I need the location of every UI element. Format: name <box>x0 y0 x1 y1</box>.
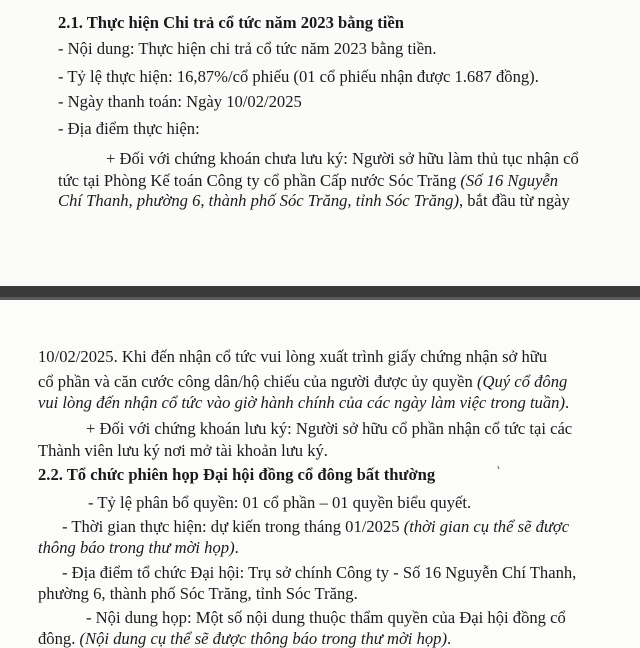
item-place-line1: - Địa điểm tổ chức Đại hội: Trụ sở chính Công ty - Số 16 Nguyễn Chí Thanh, <box>62 563 577 582</box>
text-normal: . <box>447 629 452 648</box>
section-heading-2-2: 2.2. Tổ chức phiên họp Đại hội đồng cổ đông bất thường <box>38 465 436 484</box>
para-unregistered-line2 <box>58 170 558 192</box>
item-vote-ratio: - Tỷ lệ phân bổ quyền: 01 cổ phần – 01 quyền biểu quyết. <box>88 493 472 512</box>
text-italic: (Số 16 Nguyễn <box>460 171 559 190</box>
text-italic: (thời gian cụ thể sẽ được <box>403 517 570 536</box>
document-page-bottom <box>0 300 640 648</box>
text-italic: Chí Thanh, phường 6, thành phố Sóc Trăng, tỉnh Sóc Trăng) <box>58 191 459 210</box>
para-registered-line2: Thành viên lưu ký nơi mở tài khoản lưu ký. <box>38 441 328 460</box>
item-content: - Nội dung: Thực hiện chi trả cổ tức năm 2023 bằng tiền. <box>58 39 437 58</box>
item-time-line2 <box>38 537 239 559</box>
text-normal: - Thời gian thực hiện: dự kiến trong tháng 01/2025 <box>62 517 404 536</box>
text-normal: đông. <box>38 629 80 648</box>
item-location: - Địa điểm thực hiện: <box>58 119 200 138</box>
section-heading-2-1: 2.1. Thực hiện Chi trả cổ tức năm 2023 bằng tiền <box>58 13 404 32</box>
text-italic: (Nội dung cụ thể sẽ được thông báo trong thư mời họp) <box>79 629 447 648</box>
item-ratio: - Tỷ lệ thực hiện: 16,87%/cổ phiếu (01 cổ phiếu nhận được 1.687 đồng). <box>58 67 539 86</box>
item-content-line1: - Nội dung họp: Một số nội dung thuộc thẩm quyền của Đại hội đồng cổ <box>86 608 566 627</box>
text-normal: cổ phần và căn cước công dân/hộ chiếu của người được ủy quyền <box>38 372 477 391</box>
item-place-line2: phường 6, thành phố Sóc Trăng, tỉnh Sóc Trăng. <box>38 584 358 603</box>
para-unregistered-line1: + Đối với chứng khoán chưa lưu ký: Người sở hữu làm thủ tục nhận cổ <box>106 149 579 168</box>
text-normal: , bắt đầu từ ngày <box>458 191 570 210</box>
item-time-line1 <box>62 516 569 538</box>
text-normal: tức tại Phòng Kế toán Công ty cổ phần Cấp nước Sóc Trăng <box>58 171 461 190</box>
para-unregistered-line3 <box>58 190 570 212</box>
item-content-line2 <box>38 628 451 648</box>
document-page-top <box>0 0 640 286</box>
text-italic: vui lòng đến nhận cổ tức vào giờ hành chính của các ngày làm việc trong tuần) <box>38 393 565 412</box>
text-normal: . <box>234 538 239 557</box>
text-italic: (Quý cổ đông <box>476 372 568 391</box>
stray-mark: ‘ <box>495 461 504 478</box>
text-italic: thông báo trong thư mời họp) <box>38 538 235 557</box>
continuation-line2 <box>38 371 567 393</box>
continuation-line3 <box>38 392 569 414</box>
para-registered-line1: + Đối với chứng khoán lưu ký: Người sở hữu cổ phần nhận cổ tức tại các <box>86 419 573 438</box>
item-payment-date: - Ngày thanh toán: Ngày 10/02/2025 <box>58 92 302 111</box>
text-normal: . <box>564 393 570 412</box>
page-separator <box>0 286 640 300</box>
continuation-line1: 10/02/2025. Khi đến nhận cổ tức vui lòng xuất trình giấy chứng nhận sở hữu <box>38 347 548 366</box>
